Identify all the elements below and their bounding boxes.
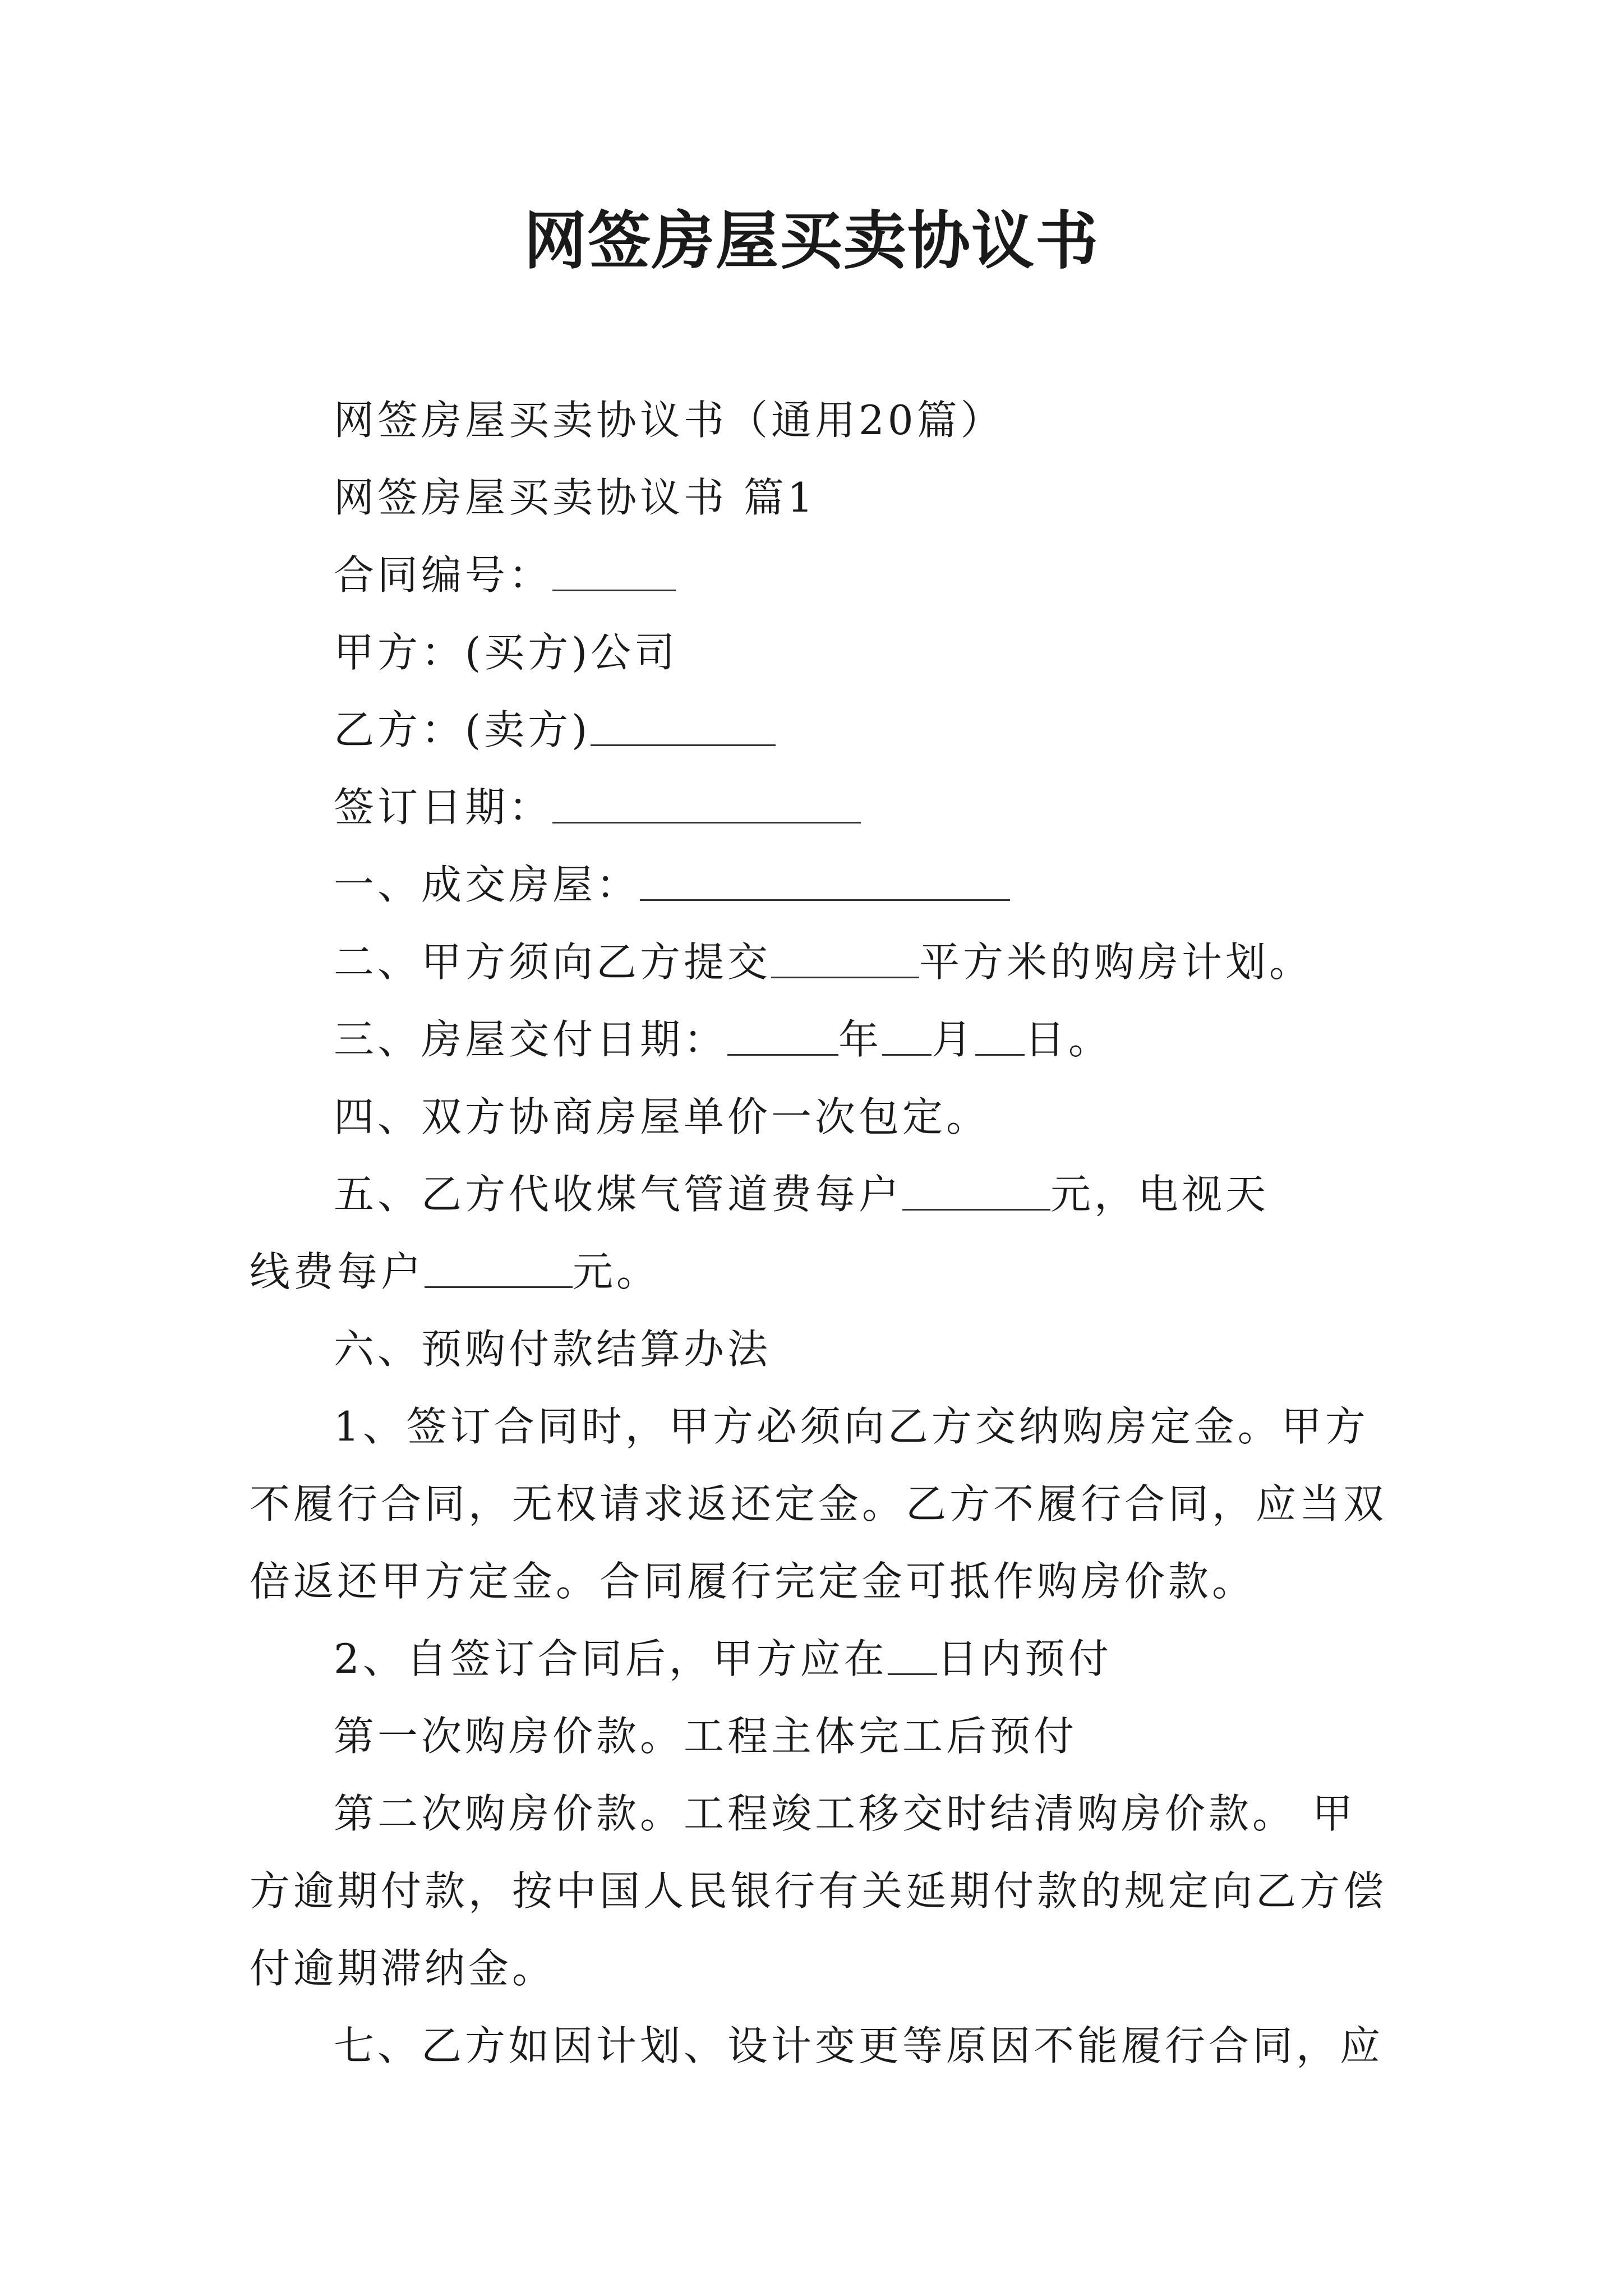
document-line (250, 769, 1380, 846)
line-text: 元，电视天 (1050, 1171, 1270, 1218)
line-text: 合同编号： (334, 551, 553, 599)
document-line: 付逾期滞纳金。 (250, 1945, 556, 1992)
document-line (250, 1001, 1380, 1078)
line-text: 一、成交房屋： (334, 861, 640, 908)
line-text: 签订日期： (334, 784, 553, 831)
document-line: 网签房屋买卖协议书 篇1 (334, 474, 817, 521)
document-line (250, 1156, 1380, 1233)
line-text: 二、甲方须向乙方提交 (334, 938, 772, 986)
document-line: 倍返还甲方定金。合同履行完定金可抵作购房价款。 (250, 1558, 1256, 1605)
line-text: 三、房屋交付日期： (334, 1016, 728, 1063)
date-unit-year: 年 (838, 1016, 883, 1063)
document-line (250, 923, 1380, 1001)
document-line (250, 691, 1380, 769)
document-line: 六、预购付款结算办法 (334, 1326, 772, 1373)
document-line: 第二次购房价款。工程竣工移交时结清购房价款。 甲 (334, 1790, 1356, 1837)
document-line: 甲方：(买方)公司 (334, 629, 679, 676)
document-line: 七、乙方如因计划、设计变更等原因不能履行合同，应 (334, 2022, 1384, 2069)
document-line (250, 1233, 1380, 1310)
document-line: 网签房屋买卖协议书（通用20篇） (334, 397, 1004, 444)
document-line (250, 1620, 1380, 1697)
fill-in-blank (882, 1014, 932, 1056)
fill-in-blank (591, 704, 776, 746)
fill-in-blank (771, 936, 919, 978)
fill-in-blank (975, 1014, 1025, 1056)
document-line (250, 536, 1380, 614)
line-text: 乙方：(卖方) (334, 706, 591, 753)
line-text: 线费每户 (250, 1248, 425, 1295)
date-unit-month: 月 (932, 1016, 976, 1063)
line-text: 2、自签订合同后，甲方应在 (334, 1635, 888, 1682)
fill-in-blank (727, 1014, 838, 1056)
document-line: 不履行合同，无权请求返还定金。乙方不履行合同，应当双 (250, 1480, 1387, 1527)
document-title: 网签房屋买卖协议书 (524, 204, 1099, 278)
fill-in-blank (640, 859, 1010, 901)
fill-in-blank (902, 1168, 1050, 1211)
fill-in-blank (425, 1246, 573, 1288)
document-line: 方逾期付款，按中国人民银行有关延期付款的规定向乙方偿 (250, 1867, 1387, 1915)
document-line (250, 846, 1380, 923)
document-line: 1、签订合同时，甲方必须向乙方交纳购房定金。甲方 (334, 1403, 1369, 1450)
fill-in-blank (552, 781, 861, 823)
document-line: 第一次购房价款。工程主体完工后预付 (334, 1713, 1078, 1760)
document-body (250, 381, 1387, 2085)
line-text: 日内预付 (937, 1635, 1112, 1682)
line-text: 平方米的购房计划。 (919, 938, 1313, 986)
line-text: 元。 (573, 1248, 661, 1295)
fill-in-blank (552, 549, 676, 591)
date-unit-day: 日。 (1025, 1016, 1113, 1063)
line-text: 五、乙方代收煤气管道费每户 (334, 1171, 903, 1218)
document-line: 四、双方协商房屋单价一次包定。 (334, 1093, 990, 1140)
fill-in-blank (888, 1633, 937, 1675)
